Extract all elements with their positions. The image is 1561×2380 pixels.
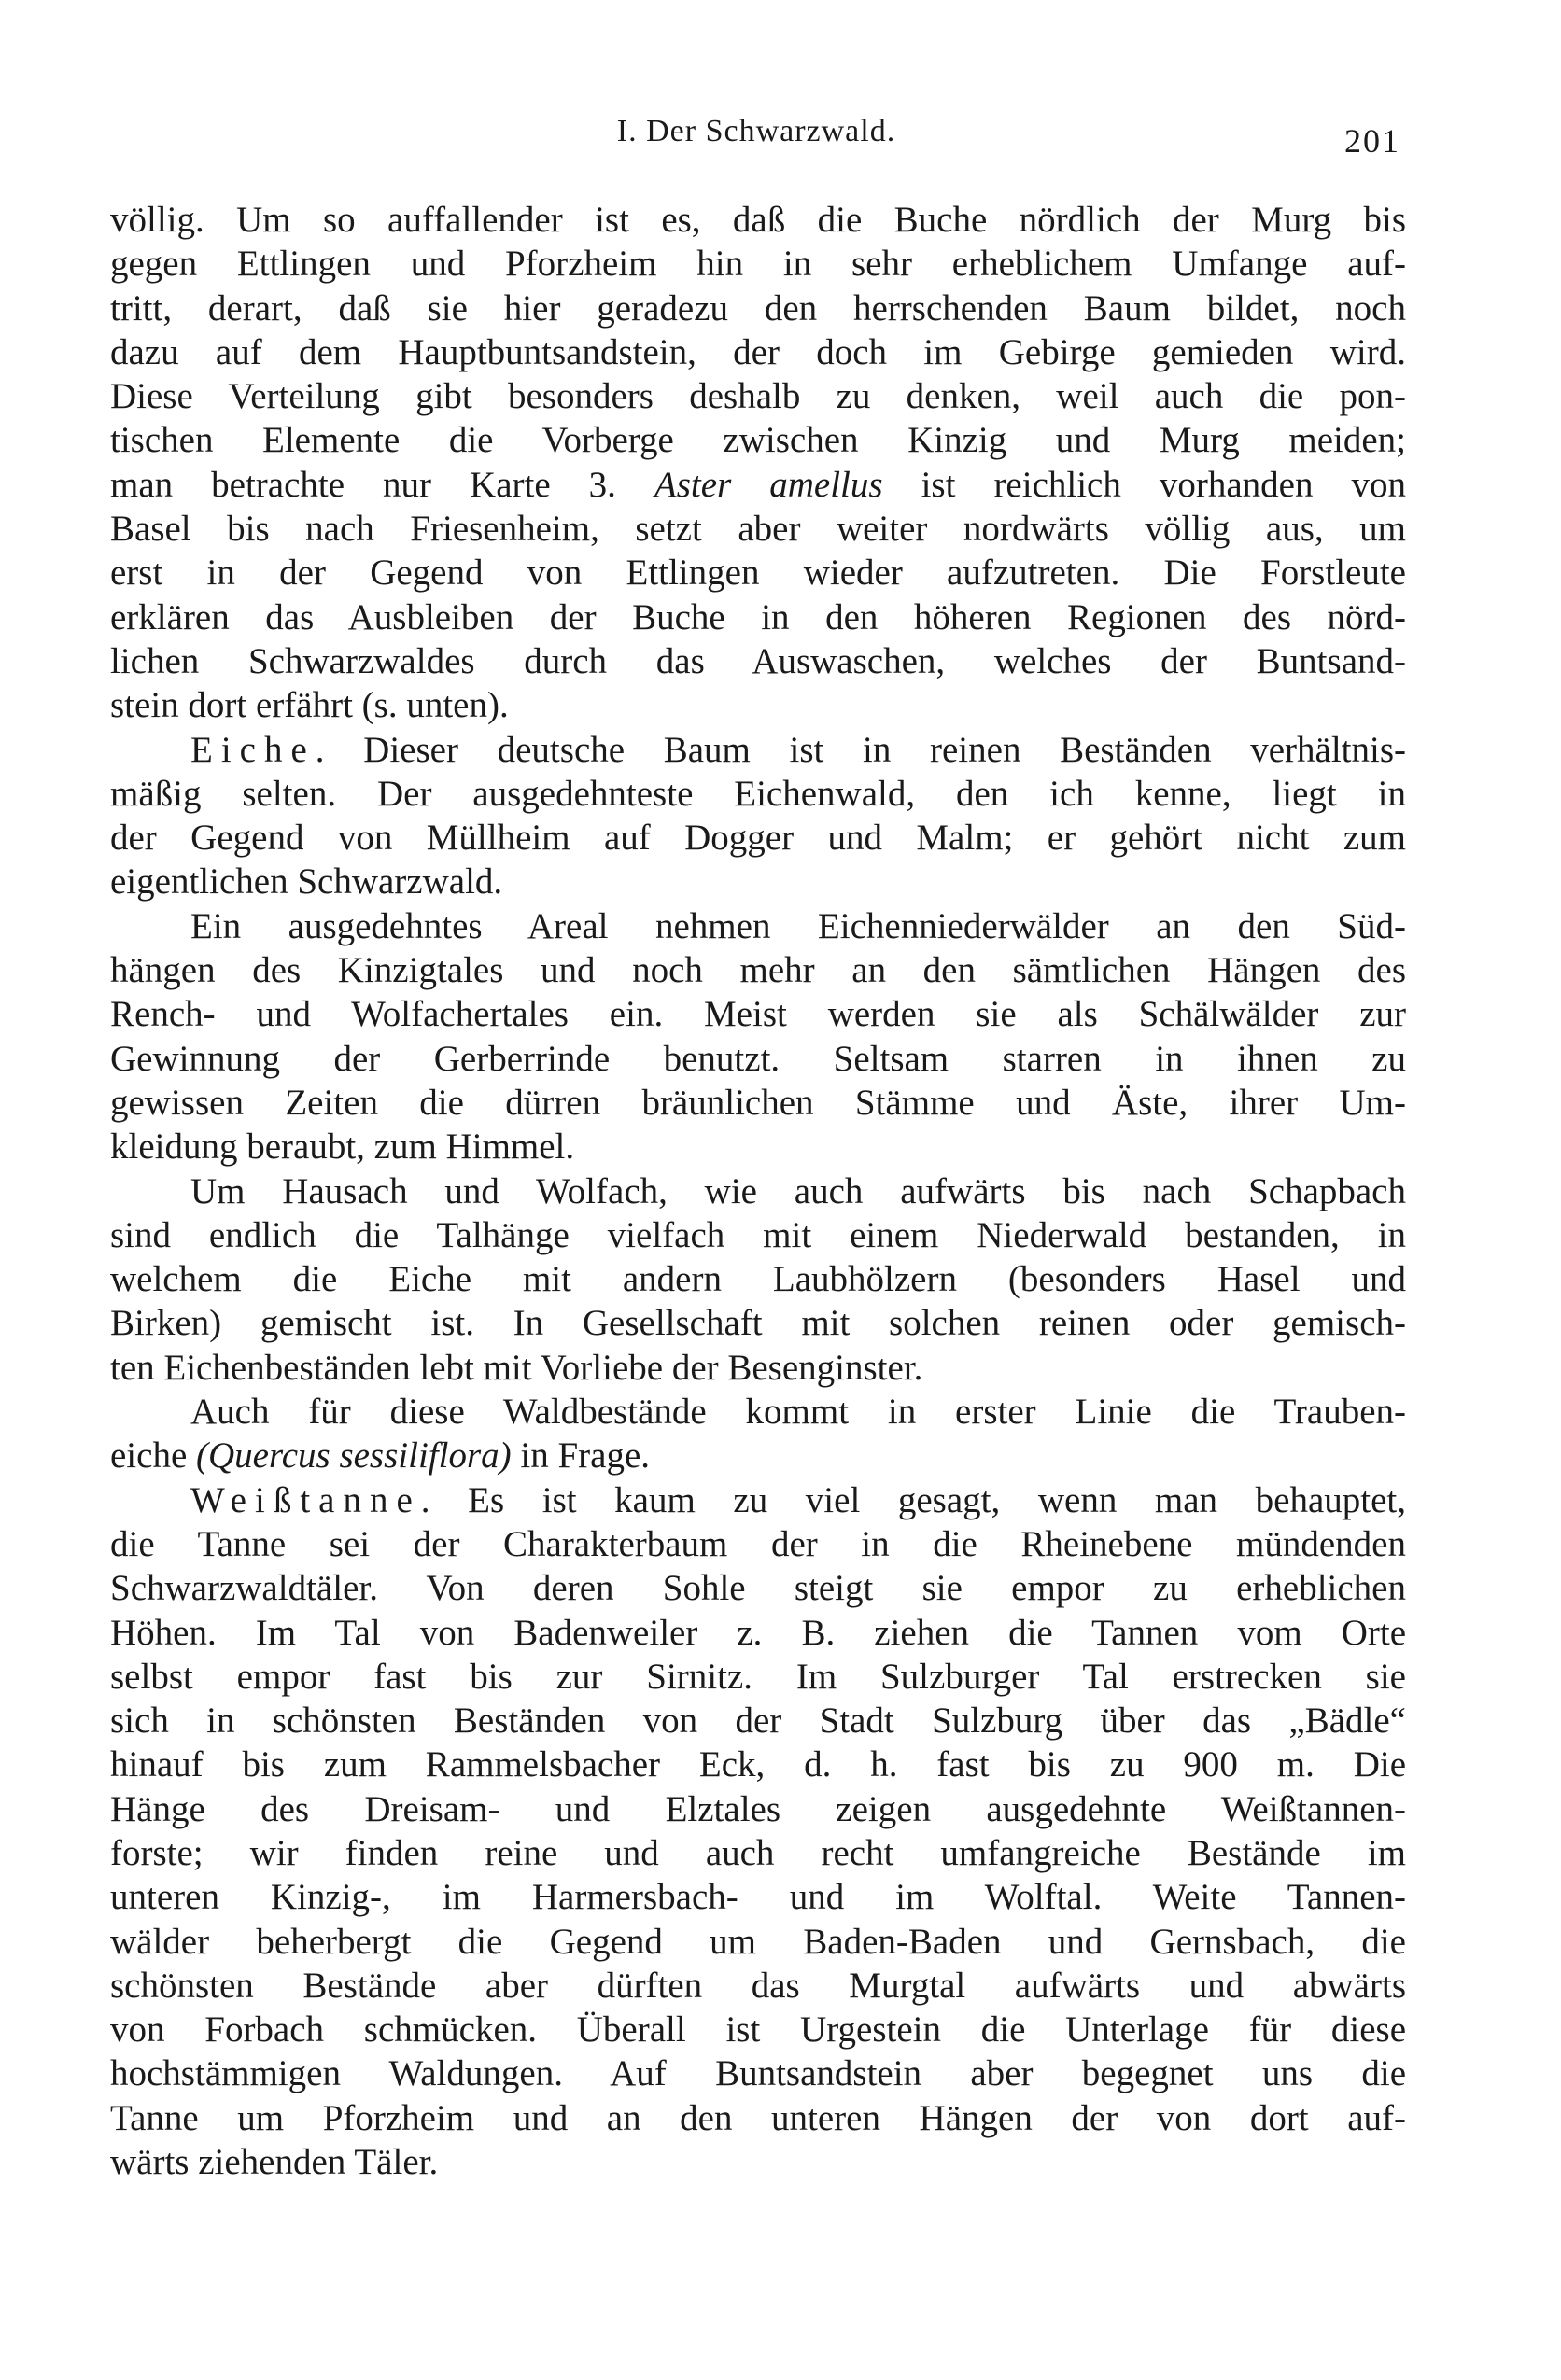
species-name-aster-amellus: Aster amellus (654, 464, 883, 505)
text-line: die Tanne sei der Charakterbaum der in die Rheinebene mündenden (110, 1523, 1406, 1564)
text-line: Höhen. Im Tal von Badenweiler z. B. ziehen die Tannen vom Orte (110, 1612, 1406, 1653)
text-line: hängen des Kinzigtales und noch mehr an den sämtlichen Hängen des (110, 950, 1406, 991)
text-segment: in Frage. (511, 1435, 651, 1477)
text-line: tischen Elemente die Vorberge zwischen Kinzig und Murg meiden; (110, 420, 1406, 461)
text-line: eigentlichen Schwarzwald. (110, 861, 503, 903)
text-line: sind endlich die Talhänge vielfach mit einem Niederwald bestanden, in (110, 1214, 1406, 1255)
text-line: erklären das Ausbleiben der Buche in den höheren Regionen des nörd- (110, 596, 1406, 637)
text-line: gewissen Zeiten die dürren bräunlichen Stämme und Äste, ihrer Um- (110, 1082, 1406, 1123)
text-line: der Gegend von Müllheim auf Dogger und Malm; er gehört nicht zum (110, 818, 1406, 859)
text-line: wärts ziehenden Täler. (110, 2142, 439, 2183)
page-number: 201 (1344, 122, 1400, 160)
text-line: kleidung beraubt, zum Himmel. (110, 1127, 575, 1168)
section-keyword-eiche: Eiche (190, 729, 316, 770)
text-line (110, 463, 1406, 507)
text-line: Tanne um Pforzheim und an den unteren Hängen der von dort auf- (110, 2097, 1406, 2138)
text-segment: . Es ist kaum zu viel gesagt, wenn man behauptet, (420, 1479, 1406, 1520)
running-title: I. Der Schwarzwald. (616, 114, 896, 148)
text-line: dazu auf dem Hauptbuntsandstein, der doch im Gebirge gemieden wird. (110, 331, 1406, 372)
section-keyword-weisstanne: Weißtanne (190, 1479, 421, 1520)
text-segment: eiche (110, 1435, 197, 1477)
text-line: welchem die Eiche mit andern Laubhölzern (besonders Hasel und (110, 1259, 1406, 1300)
text-line (110, 728, 1406, 772)
text-line: Hänge des Dreisam- und Elztales zeigen ausgedehnte Weißtannen- (110, 1788, 1406, 1829)
text-line: sich in schönsten Beständen von der Stadt Sulzburg über das „Bädle“ (110, 1701, 1406, 1742)
text-line: Diese Verteilung gibt besonders deshalb zu denken, weil auch die pon- (110, 376, 1406, 417)
text-line: lichen Schwarzwaldes durch das Auswaschen, welches der Buntsand- (110, 640, 1406, 681)
text-line: selbst empor fast bis zur Sirnitz. Im Sulzburger Tal erstrecken sie (110, 1656, 1406, 1697)
text-line: wälder beherbergt die Gegend um Baden-Baden und Gernsbach, die (110, 1921, 1406, 1962)
text-line: unteren Kinzig-, im Harmersbach- und im Wolftal. Weite Tannen- (110, 1877, 1406, 1918)
text-line: Rench- und Wolfachertales ein. Meist werden sie als Schälwälder zur (110, 994, 1406, 1035)
running-head (112, 114, 1400, 170)
text-line: hinauf bis zum Rammelsbacher Eck, d. h. fast bis zu 900 m. Die (110, 1744, 1406, 1785)
text-line: Ein ausgedehntes Areal nehmen Eichenniederwälder an den Süd- (190, 905, 1406, 946)
text-line (110, 1434, 1406, 1477)
text-line: Birken) gemischt ist. In Gesellschaft mit solchen reinen oder gemisch- (110, 1303, 1406, 1344)
text-line: stein dort erfährt (s. unten). (110, 685, 509, 726)
text-line: hochstämmigen Waldungen. Auf Buntsandstein aber begegnet uns die (110, 2053, 1406, 2094)
text-line: Um Hausach und Wolfach, wie auch aufwärts bis nach Schapbach (190, 1170, 1406, 1211)
species-name-quercus-sessiliflora: (Quercus sessiliflora) (196, 1435, 512, 1477)
text-line: mäßig selten. Der ausgedehnteste Eichenwald, den ich kenne, liegt in (110, 773, 1406, 814)
body-text (110, 198, 1406, 2184)
text-segment: . Dieser deutsche Baum ist in reinen Beständen verhältnis- (315, 729, 1406, 770)
text-segment: man betrachte nur Karte 3. (110, 464, 654, 505)
text-line: erst in der Gegend von Ettlingen wieder aufzutreten. Die Forstleute (110, 553, 1406, 594)
text-line: Auch für diese Waldbestände kommt in erster Linie die Trauben- (190, 1392, 1406, 1433)
text-line (110, 1478, 1406, 1522)
text-line: Basel bis nach Friesenheim, setzt aber weiter nordwärts völlig aus, um (110, 509, 1406, 550)
text-line: völlig. Um so auffallender ist es, daß die Buche nördlich der Murg bis (110, 200, 1406, 240)
text-line: tritt, derart, daß sie hier geradezu den herrschenden Baum bildet, noch (110, 287, 1406, 329)
text-line: Gewinnung der Gerberrinde benutzt. Seltsam starren in ihnen zu (110, 1038, 1406, 1079)
text-line: gegen Ettlingen und Pforzheim hin in sehr erheblichem Umfange auf- (110, 244, 1406, 285)
text-segment: ist reichlich vorhanden von (882, 464, 1406, 505)
text-line: ten Eichenbeständen lebt mit Vorliebe der Besenginster. (110, 1347, 923, 1388)
text-line: von Forbach schmücken. Überall ist Urgestein die Unterlage für diese (110, 2009, 1406, 2051)
text-line: schönsten Bestände aber dürften das Murgtal aufwärts und abwärts (110, 1965, 1406, 2006)
text-line: forste; wir finden reine und auch recht umfangreiche Bestände im (110, 1832, 1406, 1873)
text-line: Schwarzwaldtäler. Von deren Sohle steigt sie empor zu erheblichen (110, 1568, 1406, 1609)
